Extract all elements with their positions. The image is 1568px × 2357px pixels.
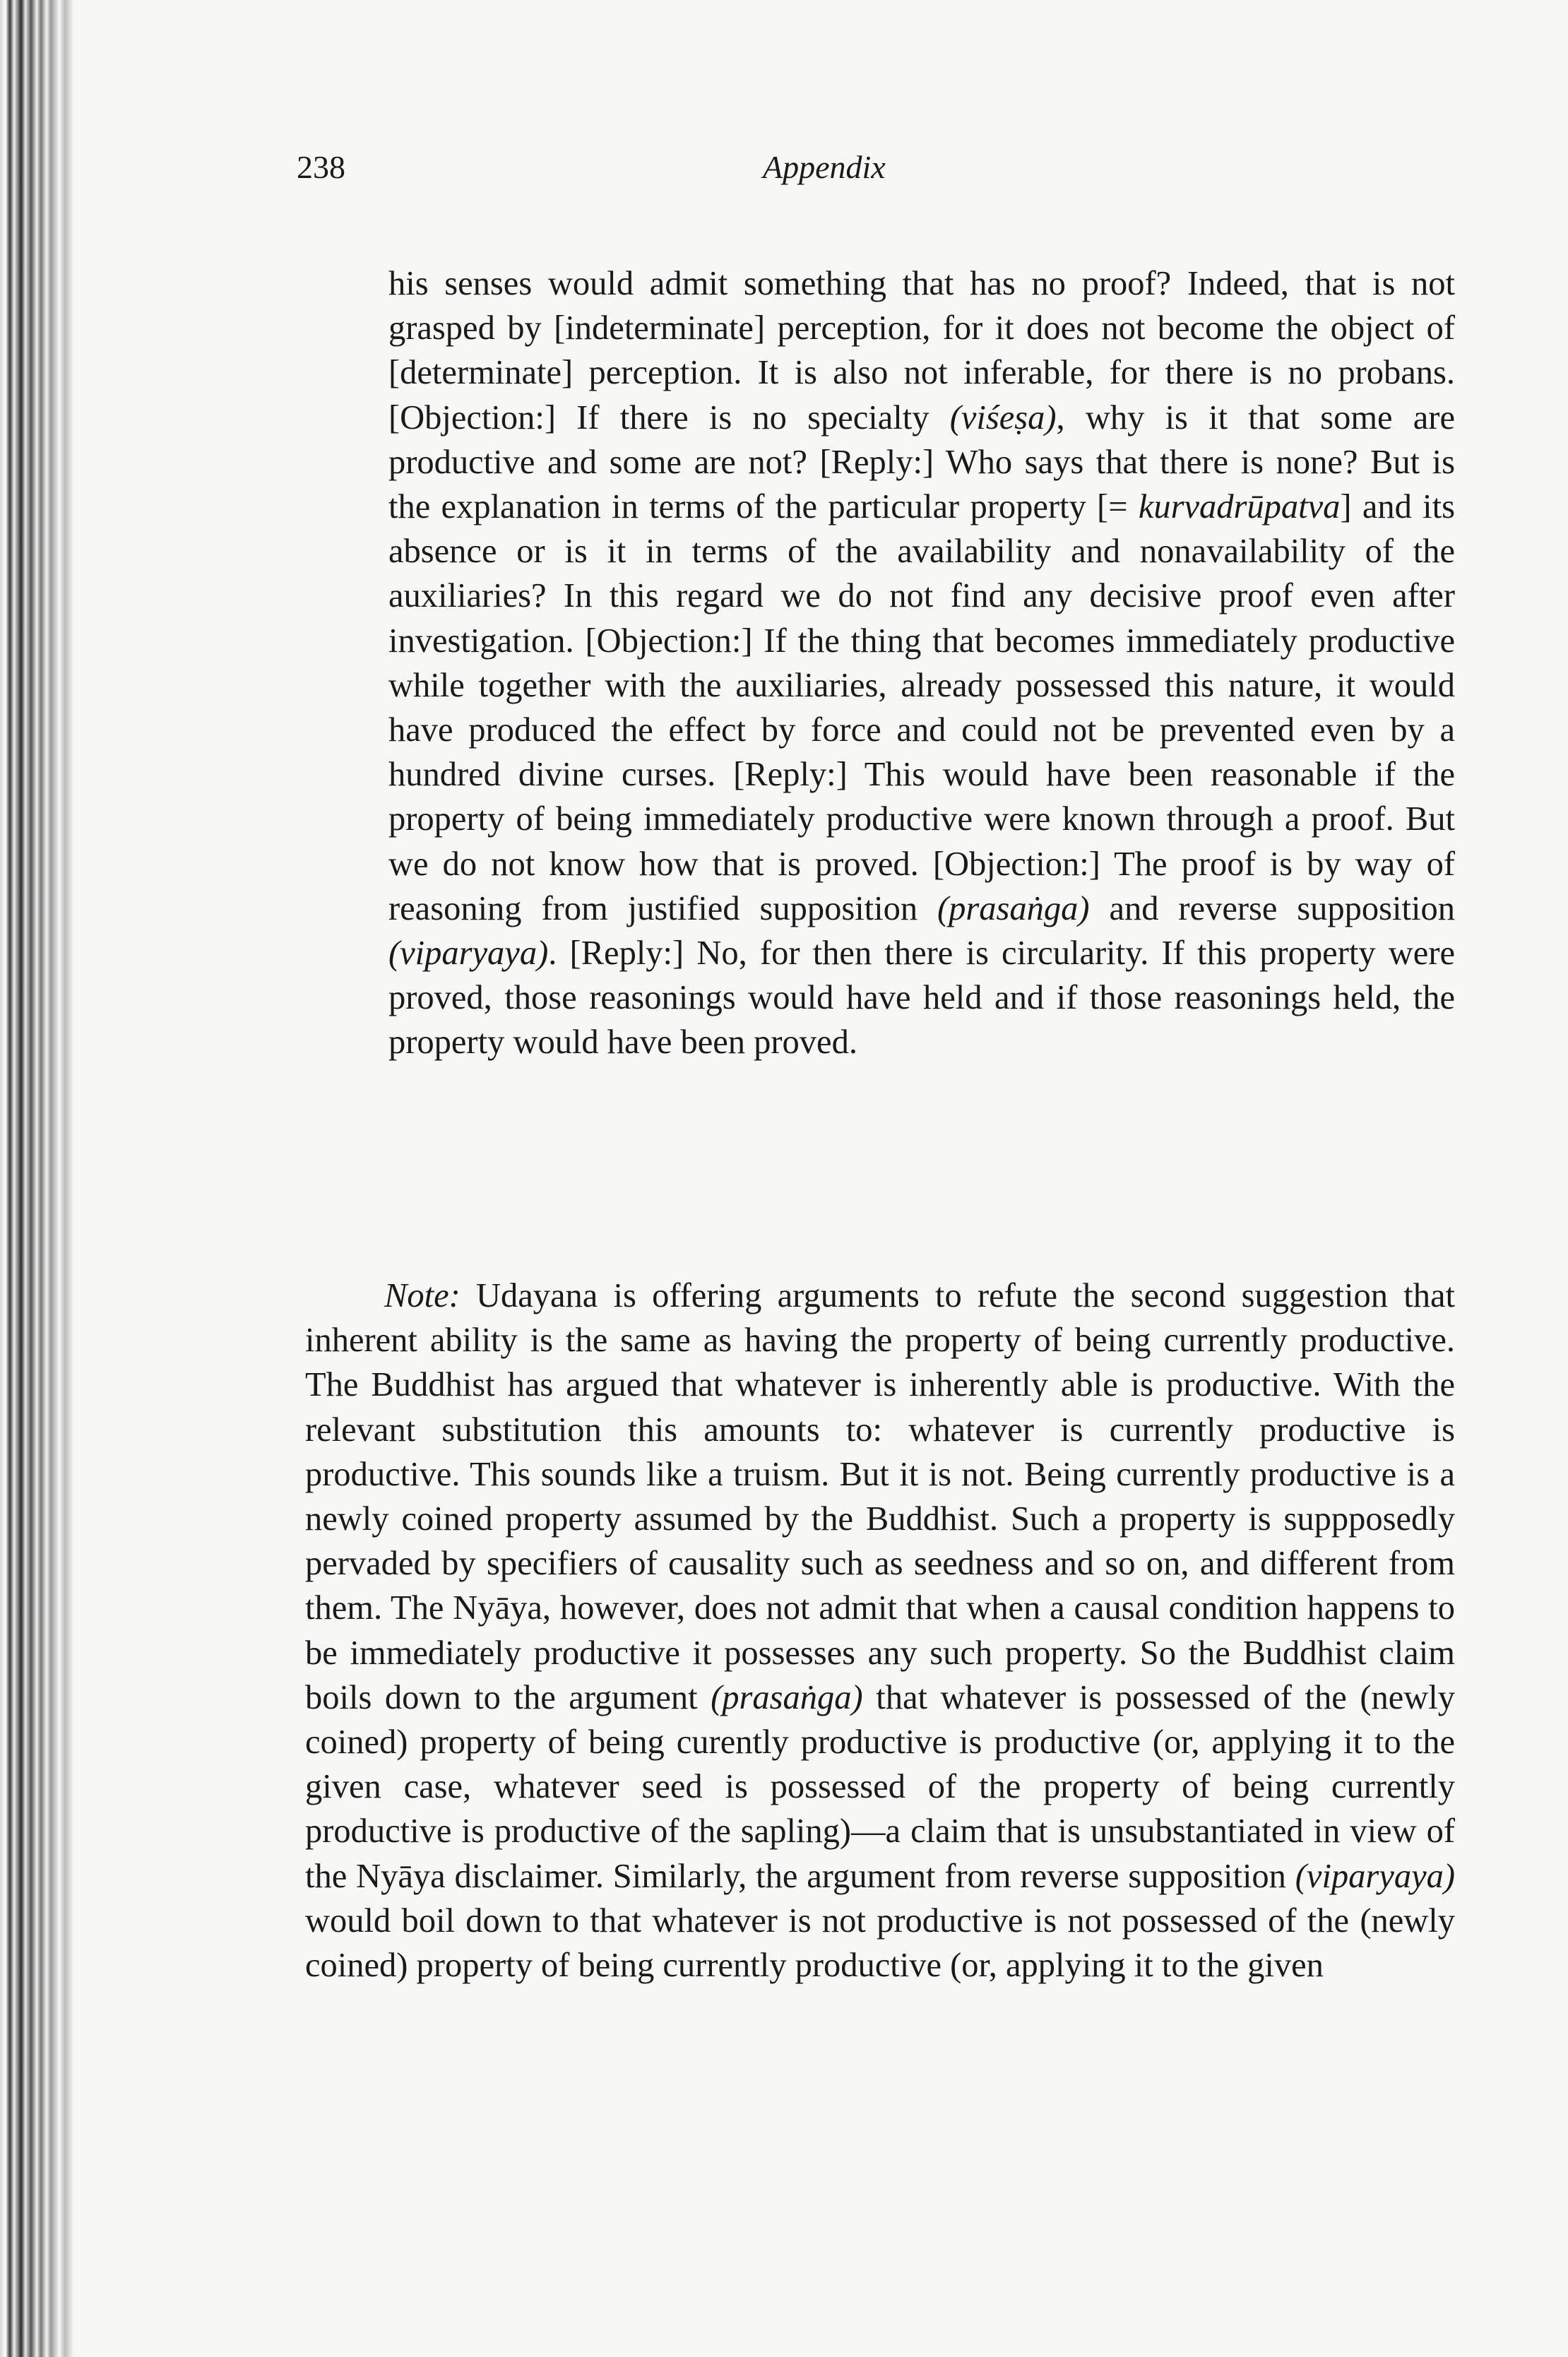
running-head: Appendix	[763, 149, 886, 185]
term-viparyaya: (viparyaya)	[388, 934, 549, 973]
note-text-2: that whatever is possessed of the (newly coined) property of being curently productive is productive (or, applying it to the given case, whatever seed is possessed of the property of being currently productive is productive of the sapling)—a claim that is unsubstantiated in view of the Nyāya disclaimer. Similarly, the argument from reverse supposition	[305, 1678, 1455, 1895]
note-label: Note:	[384, 1277, 461, 1314]
term-visesa: (viśeṣa)	[949, 398, 1057, 437]
note-term-prasanga: (prasaṅga)	[711, 1678, 863, 1716]
quote-text-3: ] and its absence or is it in terms of the availability and nonavailability of the auxiliaries? In this regard we do not find any decisive proof even after investigation. [Objection:] If the thing that becomes immediately productive while together with the auxiliaries, already possessed this nature, it would have produced the effect by force and could not be prevented even by a hundred divine curses. [Reply:] This would have been reasonable if the property of being immediately productive were known through a proof. But we do not know how that is proved. [Objection:] The proof is by way of reasoning from justified supposition	[388, 488, 1455, 927]
quote-text-4: and reverse supposition	[1089, 889, 1455, 927]
book-gutter-shadow	[0, 0, 99, 2357]
term-kurvadrupatva: kurvadrūpatva	[1138, 488, 1341, 526]
page-header	[297, 148, 1455, 212]
note-paragraph	[305, 1274, 1455, 1988]
page-number: 238	[297, 149, 345, 185]
note-text-3: would boil down to that whatever is not productive is not possessed of the (newly coined) property of being currently productive (or, applying it to the given	[305, 1901, 1455, 1985]
term-prasanga: (prasaṅga)	[937, 889, 1090, 927]
quote-text-2: , why is it that some are productive and some are not? [Reply:] Who says that there is none? But is the explanation in terms of the particular property [=	[388, 398, 1455, 526]
quote-text-1: his senses would admit something that has no proof? Indeed, that is not grasped by [indeterminate] perception, for it does not become the object of [determinate] perception. It is also not inferable, for there is no probans. [Objection:] If there is no specialty	[388, 265, 1455, 437]
quote-text-5: . [Reply:] No, for then there is circularity. If this property were proved, those reasonings would have held and if those reasonings held, the property would have been proved.	[388, 934, 1455, 1062]
note-text-1: Udayana is offering arguments to refute the second suggestion that inherent ability is the same as having the property of being currently productive. The Buddhist has argued that whatever is inherently able is productive. With the relevant substitution this amounts to: whatever is currently productive is productive. This sounds like a truism. But it is not. Being currently productive is a newly coined property assumed by the Buddhist. Such a property is suppposedly pervaded by specifiers of causality such as seedness and so on, and different from them. The Nyāya, however, does not admit that when a causal condition happens to be immediately productive it possesses any such property. So the Buddhist claim boils down to the argument	[305, 1277, 1455, 1716]
note-term-viparyaya: (viparyaya)	[1295, 1857, 1455, 1895]
translation-paragraph	[388, 261, 1455, 1065]
